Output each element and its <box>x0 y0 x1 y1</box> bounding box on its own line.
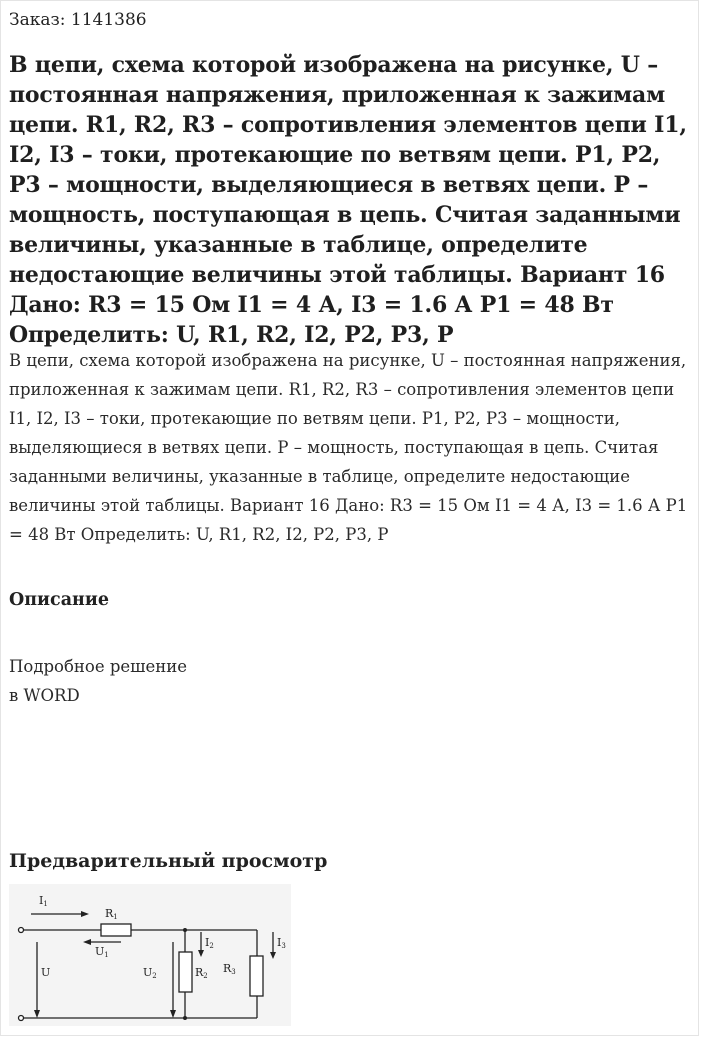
u1-arrowhead <box>83 939 91 945</box>
i3-arrowhead <box>270 952 276 959</box>
circuit-diagram <box>9 884 291 1026</box>
preview-heading: Предварительный просмотр <box>9 850 328 872</box>
i1-arrowhead <box>81 911 89 917</box>
terminal-bottom <box>19 1016 24 1021</box>
label-u: U <box>41 966 51 979</box>
label-i1: I1 <box>39 894 48 908</box>
resistor-r1 <box>101 924 131 936</box>
u2-arrowhead <box>170 1010 176 1018</box>
label-r2: R2 <box>195 966 208 980</box>
description-line-2: в WORD <box>9 686 80 705</box>
order-number: Заказ: 1141386 <box>9 10 147 30</box>
label-u1: U1 <box>95 945 109 959</box>
description-heading: Описание <box>9 590 109 610</box>
node-bottom <box>183 1016 187 1020</box>
i2-arrowhead <box>198 950 204 957</box>
label-i3: I3 <box>277 936 286 950</box>
u-arrowhead <box>34 1010 40 1018</box>
label-r1: R1 <box>105 907 118 921</box>
page-title: В цепи, схема которой изображена на рисунке, U – постоянная напряжения, приложенная к зажимам цепи. R1, R2, R3 – сопротивления элементов цепи I1, I2, I3 – токи, протекающие по ветвям цепи. P1, P2, P3 – мощности, выделяющиеся в ветвях цепи. P – мощность, поступающая в цепь. Считая заданными величины, указанные в таблице, определите недостающие величины этой таблицы. Вариант 16 Дано: R3 = 15 Ом I1 = 4 А, I3 = 1.6 А P1 = 48 Вт Определить: U, R1, R2, I2, P2, P3, P <box>9 52 687 348</box>
resistor-r2 <box>179 952 192 992</box>
node-top <box>183 928 187 932</box>
problem-description: В цепи, схема которой изображена на рисунке, U – постоянная напряжения, приложенная к зажимам цепи. R1, R2, R3 – сопротивления элементов цепи I1, I2, I3 – токи, протекающие по ветвям цепи. P1, P2, P3 – мощности, выделяющиеся в ветвях цепи. P – мощность, поступающая в цепь. Считая заданными величины, указанные в таблице, определите недостающие величины этой таблицы. Вариант 16 Дано: R3 = 15 Ом I1 = 4 А, I3 = 1.6 А P1 = 48 Вт Определить: U, R1, R2, I2, P2, P3, P <box>9 351 688 544</box>
label-r3: R3 <box>223 962 236 976</box>
description-line-1: Подробное решение <box>9 657 188 676</box>
terminal-top <box>19 928 24 933</box>
resistor-r3 <box>250 956 263 996</box>
description-body <box>9 652 187 710</box>
label-i2: I2 <box>205 936 214 950</box>
label-u2: U2 <box>143 966 157 980</box>
circuit-preview-image[interactable] <box>9 884 291 1026</box>
